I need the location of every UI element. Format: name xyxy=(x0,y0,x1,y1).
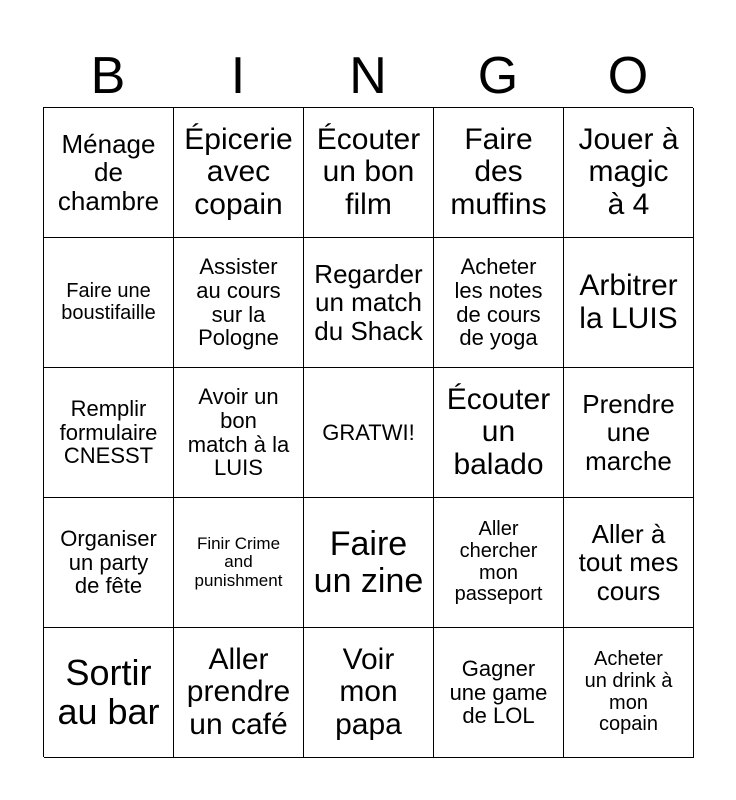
cell-text-line: film xyxy=(345,187,392,221)
bingo-cell[interactable] xyxy=(564,628,694,758)
bingo-cell[interactable] xyxy=(434,368,564,498)
cell-text-line: cours xyxy=(596,575,661,606)
cell-text-line: Voir xyxy=(342,642,395,676)
cell-text-line: copain xyxy=(599,713,658,736)
cell-text-line: une xyxy=(606,417,651,448)
cell-text-line: les notes xyxy=(454,277,543,303)
cell-text-line: avec xyxy=(206,155,271,189)
header-letter-g: G xyxy=(477,47,519,105)
cell-text-line: balado xyxy=(453,447,544,481)
cell-text-line: un party xyxy=(68,549,149,575)
bingo-board xyxy=(43,107,693,757)
bingo-cell[interactable] xyxy=(434,108,564,238)
bingo-cell[interactable] xyxy=(44,238,174,368)
cell-text-line: Finir Crime xyxy=(196,533,281,553)
bingo-cell[interactable] xyxy=(44,368,174,498)
header-letter-b: B xyxy=(90,47,126,105)
cell-text-line: de xyxy=(94,157,123,188)
cell-text-line: une game xyxy=(449,679,548,705)
cell-text-line: de fête xyxy=(74,573,143,599)
cell-text-line: Aller à xyxy=(591,519,666,550)
cell-text-line: la LUIS xyxy=(579,301,678,335)
cell-text-line: un drink à xyxy=(584,669,673,692)
cell-text-line: Prendre xyxy=(582,389,675,420)
cell-text-line: marche xyxy=(585,445,672,476)
cell-text-line: mon xyxy=(339,675,398,709)
cell-text-line: and xyxy=(224,552,253,572)
bingo-cell[interactable] xyxy=(434,628,564,758)
cell-text-line: Gagner xyxy=(461,655,536,681)
bingo-cell[interactable] xyxy=(564,238,694,368)
cell-text-line: Aller xyxy=(478,518,519,541)
bingo-cell[interactable] xyxy=(564,108,694,238)
cell-text-line: du Shack xyxy=(314,315,423,346)
bingo-cell[interactable] xyxy=(564,498,694,628)
cell-text-line: au bar xyxy=(57,690,160,732)
cell-text-line: papa xyxy=(335,707,402,741)
cell-text-line: à 4 xyxy=(607,187,650,221)
cell-text-line: de cours xyxy=(456,301,541,327)
cell-text-line: formulaire xyxy=(59,419,158,445)
free-space-label: GRATWI! xyxy=(322,419,415,445)
bingo-cell[interactable] xyxy=(304,238,434,368)
cell-text-line: boustifaille xyxy=(61,301,156,324)
header-letter-o: O xyxy=(607,47,649,105)
cell-text-line: magic xyxy=(588,155,669,189)
bingo-cell[interactable] xyxy=(44,108,174,238)
cell-text-line: passeport xyxy=(454,583,543,606)
cell-text-line: copain xyxy=(194,187,283,221)
bingo-cell[interactable] xyxy=(174,238,304,368)
bingo-cell[interactable] xyxy=(174,368,304,498)
header-letter-i: I xyxy=(230,47,246,105)
cell-text-line: un xyxy=(481,415,516,449)
cell-text-line: Arbitrer xyxy=(579,269,678,303)
cell-text-line: Sortir xyxy=(65,651,152,693)
cell-text-line: des xyxy=(474,155,523,189)
bingo-cell[interactable] xyxy=(174,498,304,628)
cell-text-line: un café xyxy=(189,707,288,741)
cell-text-line: CNESST xyxy=(63,443,154,469)
bingo-cell[interactable] xyxy=(304,108,434,238)
cell-text-line: Faire xyxy=(464,122,533,156)
cell-text-line: Ménage xyxy=(61,129,156,160)
cell-text-line: bon xyxy=(220,407,257,433)
cell-text-line: punishment xyxy=(194,570,283,590)
cell-text-line: chambre xyxy=(57,185,160,216)
cell-text-line: Faire xyxy=(329,524,408,563)
cell-text-line: Acheter xyxy=(594,648,663,671)
cell-text-line: Écouter xyxy=(316,122,421,156)
bingo-cell[interactable] xyxy=(174,628,304,758)
cell-text-line: Assister xyxy=(199,254,278,279)
bingo-cell[interactable] xyxy=(304,498,434,628)
bingo-cell[interactable] xyxy=(304,628,434,758)
cell-text-line: muffins xyxy=(450,187,547,221)
cell-text-line: mon xyxy=(479,561,518,584)
bingo-cell[interactable] xyxy=(44,498,174,628)
cell-text-line: de LOL xyxy=(462,703,535,729)
bingo-cell[interactable] xyxy=(434,498,564,628)
cell-text-line: Remplir xyxy=(70,395,147,421)
bingo-cell[interactable] xyxy=(174,108,304,238)
cell-text-line: au cours xyxy=(196,277,281,303)
cell-text-line: chercher xyxy=(459,539,538,562)
cell-text-line: Jouer à xyxy=(578,122,679,156)
cell-text-line: un zine xyxy=(313,561,424,600)
cell-text-line: Acheter xyxy=(460,254,537,279)
cell-text-line: mon xyxy=(609,691,648,714)
bingo-free-cell[interactable] xyxy=(304,368,434,498)
cell-text-line: Organiser xyxy=(60,525,157,551)
cell-text-line: match à la xyxy=(187,431,290,457)
cell-text-line: Aller xyxy=(208,642,269,676)
cell-text-line: de yoga xyxy=(459,325,538,351)
cell-text-line: Pologne xyxy=(198,325,279,351)
cell-text-line: un bon xyxy=(322,155,415,189)
bingo-cell[interactable] xyxy=(564,368,694,498)
cell-text-line: Écouter xyxy=(446,382,551,416)
cell-text-line: prendre xyxy=(186,675,291,709)
cell-text-line: sur la xyxy=(211,301,266,327)
cell-text-line: un match xyxy=(315,287,422,318)
cell-text-line: Regarder xyxy=(314,259,423,290)
cell-text-line: tout mes xyxy=(578,547,679,578)
cell-text-line: LUIS xyxy=(214,455,263,481)
cell-text-line: Faire une xyxy=(66,279,151,302)
bingo-cell[interactable] xyxy=(44,628,174,758)
header-letter-n: N xyxy=(349,47,387,105)
bingo-header xyxy=(43,45,693,107)
cell-text-line: Avoir un xyxy=(198,384,279,409)
cell-text-line: Épicerie xyxy=(184,122,293,156)
bingo-cell[interactable] xyxy=(434,238,564,368)
